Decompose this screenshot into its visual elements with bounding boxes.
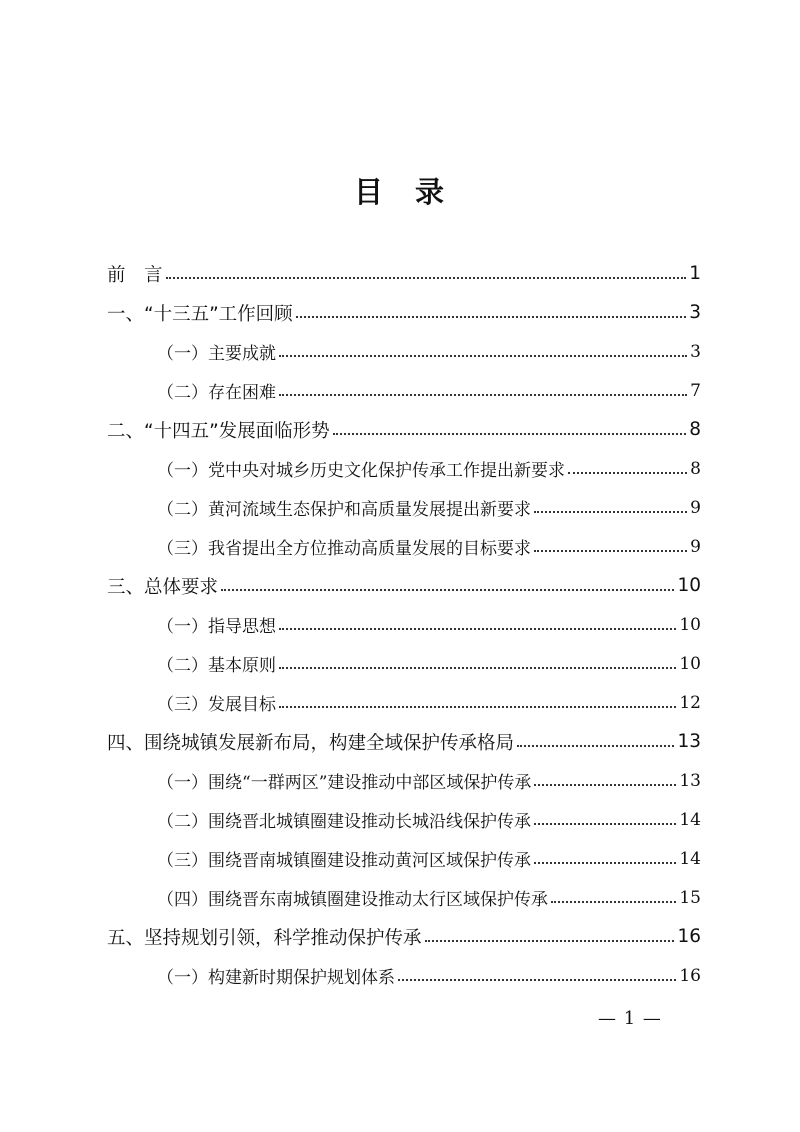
toc-section-entry[interactable] — [107, 917, 701, 956]
toc-entry-page-number: 13 — [677, 731, 701, 752]
toc-subsection-entry[interactable] — [107, 800, 701, 839]
page-title — [0, 170, 800, 211]
toc-dot-leader — [425, 940, 675, 942]
toc-entry-page-number: 16 — [679, 965, 701, 986]
toc-subsection-entry[interactable] — [107, 605, 701, 644]
toc-entry-page-number: 8 — [690, 458, 701, 479]
toc-entry-page-number: 10 — [679, 614, 701, 635]
toc-entry-label: 四、围绕城镇发展新布局，构建全域保护传承格局 — [107, 732, 515, 754]
toc-subsection-entry[interactable] — [107, 644, 701, 683]
toc-entry-page-number: 9 — [690, 536, 701, 557]
toc-entry-label: 三、总体要求 — [107, 576, 219, 598]
toc-entry-label: （三）围绕晋南城镇圈建设推动黄河区域保护传承 — [157, 851, 531, 871]
toc-entry-label: 一、“十三五”工作回顾 — [107, 303, 293, 325]
toc-entry-label: （一）党中央对城乡历史文化保护传承工作提出新要求 — [157, 461, 565, 481]
toc-dot-leader — [279, 355, 687, 357]
toc-subsection-entry[interactable] — [107, 371, 701, 410]
toc-entry-page-number: 1 — [689, 263, 701, 284]
toc-entry-page-number: 13 — [679, 770, 701, 791]
toc-entry-page-number: 10 — [679, 653, 701, 674]
toc-entry-label: （三）我省提出全方位推动高质量发展的目标要求 — [157, 539, 531, 559]
title-part-2: 录 — [415, 175, 447, 209]
toc-dot-leader — [534, 862, 676, 864]
toc-entry-page-number: 8 — [689, 419, 701, 440]
toc-entry-page-number: 12 — [679, 692, 701, 713]
toc-dot-leader — [534, 550, 687, 552]
toc-dot-leader — [279, 706, 676, 708]
toc-dot-leader — [279, 394, 687, 396]
toc-dot-leader — [221, 589, 674, 591]
toc-dot-leader — [279, 667, 676, 669]
toc-subsection-entry[interactable] — [107, 761, 701, 800]
toc-entry-label: （一）围绕“一群两区”建设推动中部区域保护传承 — [157, 773, 532, 793]
toc-entry-page-number: 14 — [679, 809, 701, 830]
toc-entry-page-number: 10 — [677, 575, 701, 596]
toc-entry-label: （三）发展目标 — [157, 695, 276, 715]
toc-dot-leader — [551, 901, 676, 903]
toc-entry-label: （一）构建新时期保护规划体系 — [157, 968, 395, 988]
table-of-contents — [107, 254, 701, 995]
toc-entry-page-number: 3 — [690, 341, 701, 362]
toc-entry-page-number: 14 — [679, 848, 701, 869]
toc-subsection-entry[interactable] — [107, 488, 701, 527]
toc-subsection-entry[interactable] — [107, 449, 701, 488]
toc-entry-page-number: 16 — [677, 926, 701, 947]
toc-dot-leader — [279, 628, 676, 630]
toc-section-entry[interactable] — [107, 254, 701, 293]
title-part-1: 目 — [353, 175, 385, 209]
toc-entry-label: （二）基本原则 — [157, 656, 276, 676]
toc-entry-label: 二、“十四五”发展面临形势 — [107, 420, 330, 442]
toc-entry-page-number: 15 — [679, 887, 701, 908]
toc-dot-leader — [166, 277, 687, 279]
toc-dot-leader — [534, 784, 676, 786]
toc-subsection-entry[interactable] — [107, 956, 701, 995]
toc-entry-label: 五、坚持规划引领，科学推动保护传承 — [107, 927, 422, 949]
toc-section-entry[interactable] — [107, 566, 701, 605]
toc-subsection-entry[interactable] — [107, 527, 701, 566]
toc-entry-label: 前 言 — [107, 264, 163, 286]
toc-dot-leader — [296, 316, 687, 318]
toc-section-entry[interactable] — [107, 722, 701, 761]
toc-section-entry[interactable] — [107, 410, 701, 449]
toc-section-entry[interactable] — [107, 293, 701, 332]
toc-dot-leader — [517, 745, 674, 747]
toc-entry-label: （一）主要成就 — [157, 344, 276, 364]
toc-dot-leader — [333, 433, 687, 435]
page-number: — 1 — — [598, 1008, 662, 1029]
toc-subsection-entry[interactable] — [107, 839, 701, 878]
toc-entry-label: （二）存在困难 — [157, 383, 276, 403]
toc-entry-page-number: 9 — [690, 497, 701, 518]
toc-entry-label: （二）围绕晋北城镇圈建设推动长城沿线保护传承 — [157, 812, 531, 832]
toc-entry-label: （二）黄河流域生态保护和高质量发展提出新要求 — [157, 500, 531, 520]
toc-dot-leader — [398, 979, 676, 981]
toc-entry-label: （一）指导思想 — [157, 617, 276, 637]
toc-subsection-entry[interactable] — [107, 332, 701, 371]
toc-entry-page-number: 3 — [689, 302, 701, 323]
toc-entry-page-number: 7 — [690, 380, 701, 401]
toc-subsection-entry[interactable] — [107, 683, 701, 722]
toc-dot-leader — [534, 823, 676, 825]
toc-subsection-entry[interactable] — [107, 878, 701, 917]
toc-entry-label: （四）围绕晋东南城镇圈建设推动太行区域保护传承 — [157, 890, 548, 910]
toc-dot-leader — [534, 511, 687, 513]
toc-dot-leader — [568, 472, 687, 474]
